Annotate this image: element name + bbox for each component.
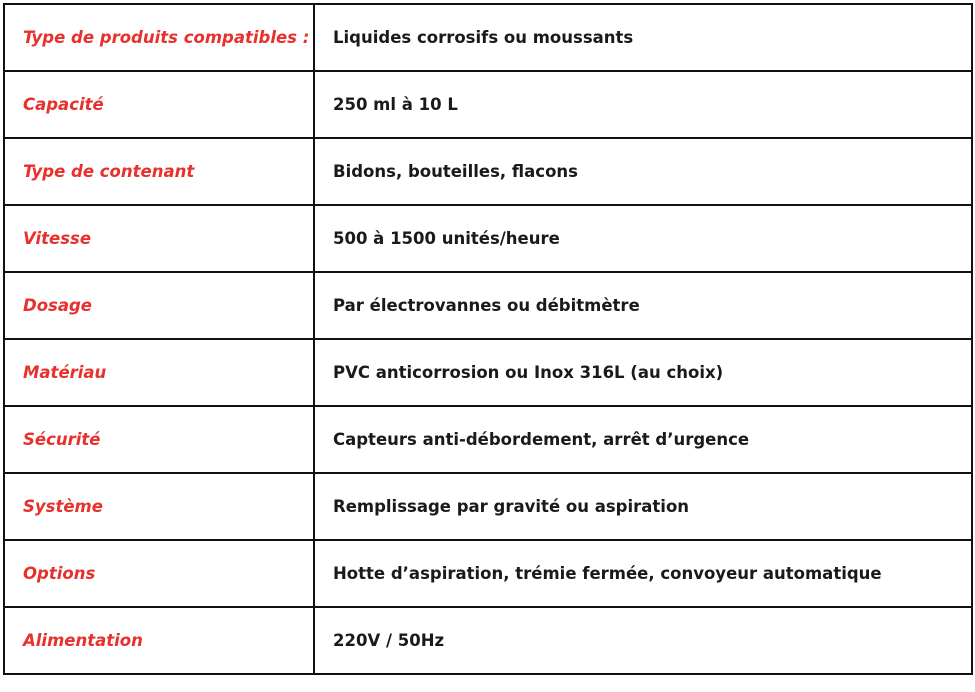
table-row (4, 540, 972, 607)
row-label: Capacité (4, 71, 314, 138)
row-value: Bidons, bouteilles, flacons (314, 138, 972, 205)
table-row (4, 272, 972, 339)
row-value: 220V / 50Hz (314, 607, 972, 674)
table-row (4, 607, 972, 674)
table-row (4, 138, 972, 205)
row-value: PVC anticorrosion ou Inox 316L (au choix) (314, 339, 972, 406)
row-label: Système (4, 473, 314, 540)
row-label: Type de contenant (4, 138, 314, 205)
row-label: Dosage (4, 272, 314, 339)
row-label: Sécurité (4, 406, 314, 473)
table-row (4, 71, 972, 138)
row-value: 500 à 1500 unités/heure (314, 205, 972, 272)
specifications-table (3, 3, 973, 675)
table-row (4, 339, 972, 406)
row-value: Par électrovannes ou débitmètre (314, 272, 972, 339)
table-row (4, 406, 972, 473)
row-label: Alimentation (4, 607, 314, 674)
row-label: Matériau (4, 339, 314, 406)
row-value: Liquides corrosifs ou moussants (314, 4, 972, 71)
row-label: Type de produits compatibles : (4, 4, 314, 71)
row-label: Options (4, 540, 314, 607)
row-value: Capteurs anti-débordement, arrêt d’urgence (314, 406, 972, 473)
table-row (4, 473, 972, 540)
row-value: Remplissage par gravité ou aspiration (314, 473, 972, 540)
table-row (4, 4, 972, 71)
row-value: Hotte d’aspiration, trémie fermée, convoyeur automatique (314, 540, 972, 607)
row-label: Vitesse (4, 205, 314, 272)
row-value: 250 ml à 10 L (314, 71, 972, 138)
table-row (4, 205, 972, 272)
